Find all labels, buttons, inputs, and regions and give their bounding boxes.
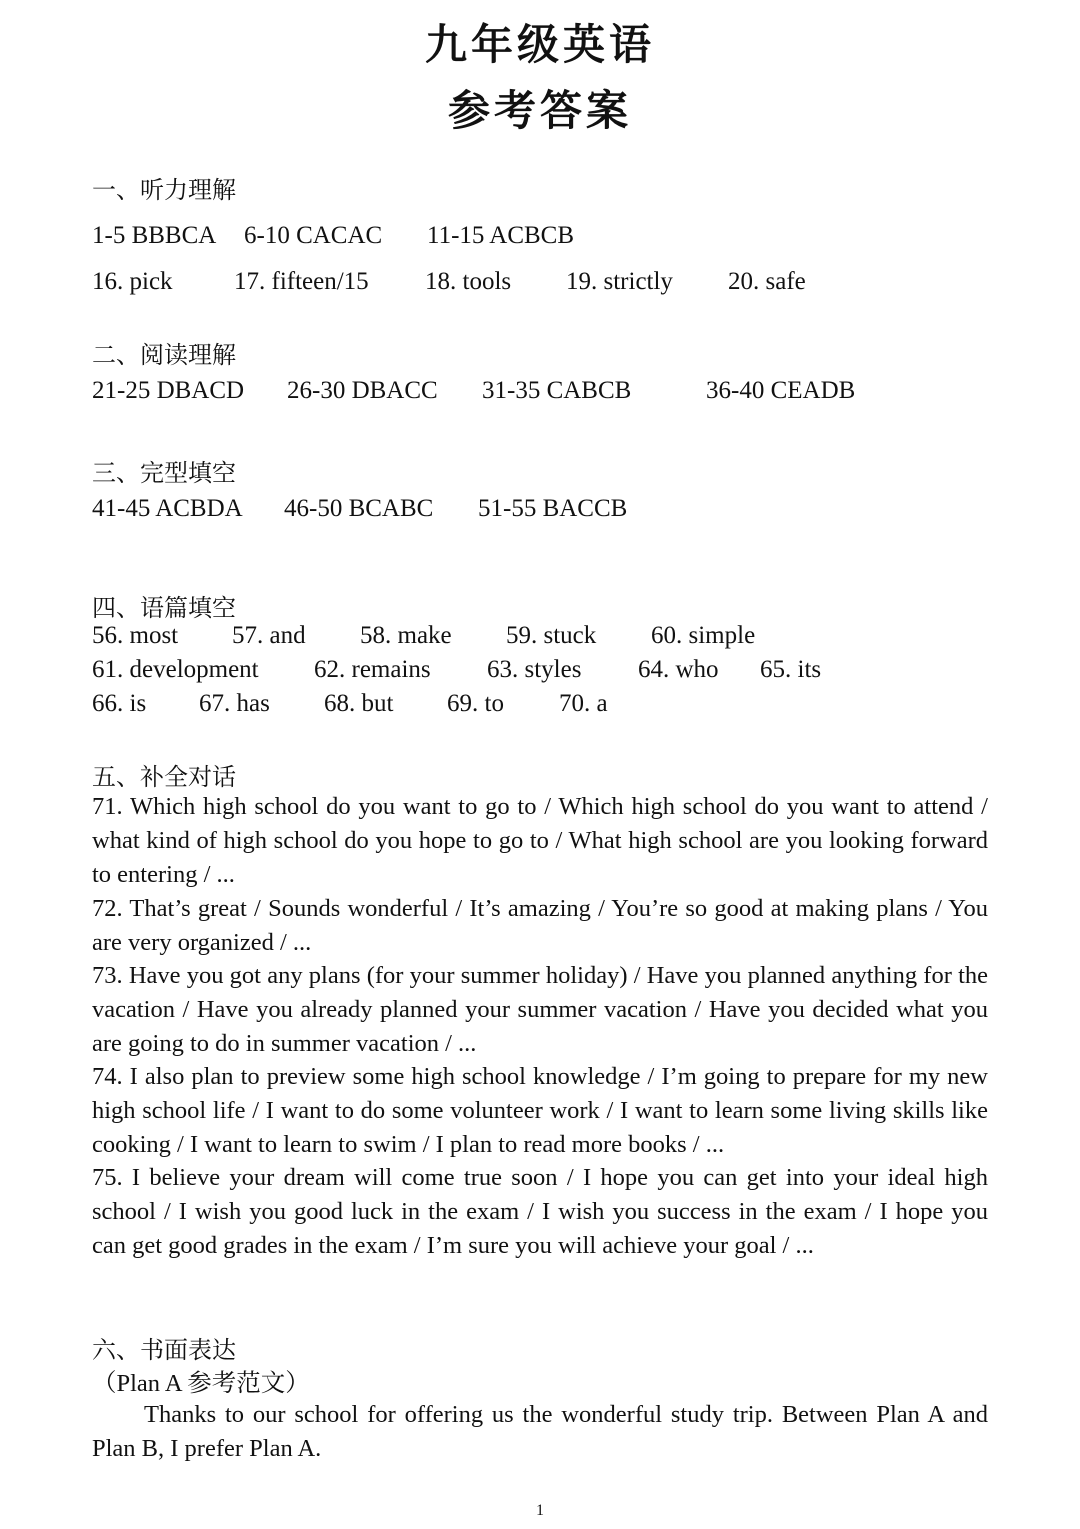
- answer-item: 66. is: [92, 690, 147, 717]
- answer-item: 62. remains: [314, 656, 431, 683]
- page-title: 九年级英语: [424, 20, 655, 69]
- answer-item: 19. strictly: [566, 268, 673, 295]
- section-heading-writing: 六、书面表达: [92, 1336, 236, 1364]
- answer-item: 61. development: [92, 656, 259, 683]
- section-heading-reading: 二、阅读理解: [92, 341, 236, 369]
- answer-item: 68. but: [324, 690, 394, 717]
- answer-73: 73. Have you got any plans (for your summer holiday) / Have you planned anything for the vacation / Have you already planned your summer vacation / Have you decided what you are going to do in summer vacation / ...: [92, 962, 988, 1057]
- answer-item: 56. most: [92, 622, 179, 649]
- answer-group: 31-35 CABCB: [482, 377, 632, 404]
- answer-item: 67. has: [199, 690, 270, 717]
- answer-item: 64. who: [638, 656, 719, 683]
- answer-item: 57. and: [232, 622, 306, 649]
- answer-item: 63. styles: [487, 656, 582, 683]
- answer-group: 6-10 CACAC: [244, 222, 383, 249]
- answer-item: 70. a: [559, 690, 608, 717]
- answer-item: 58. make: [360, 622, 452, 649]
- answer-group: 26-30 DBACC: [287, 377, 438, 404]
- answer-group: 46-50 BCABC: [284, 495, 434, 522]
- section-heading-dialogue: 五、补全对话: [92, 763, 236, 791]
- answer-item: 65. its: [760, 656, 822, 683]
- section-heading-passage-fill: 四、语篇填空: [92, 594, 236, 622]
- answer-item: 20. safe: [728, 268, 806, 295]
- answer-72: 72. That’s great / Sounds wonderful / It’s amazing / You’re so good at making plans / You are very organized / ...: [92, 895, 988, 956]
- answer-item: 16. pick: [92, 268, 173, 295]
- answer-group: 21-25 DBACD: [92, 377, 245, 404]
- page-number: 1: [536, 1502, 544, 1519]
- answer-group: 36-40 CEADB: [706, 377, 856, 404]
- answer-item: 69. to: [447, 690, 504, 717]
- answer-item: 59. stuck: [506, 622, 597, 649]
- answer-71: 71. Which high school do you want to go to / Which high school do you want to attend / what kind of high school do you hope to go to / What high school are you looking forward to entering / ...: [92, 793, 988, 888]
- answer-75: 75. I believe your dream will come true soon / I hope you can get into your ideal high school / I wish you good luck in the exam / I wish you success in the exam / I hope you can get good grades in the exam / I’m sure you will achieve your goal / ...: [92, 1164, 988, 1259]
- answer-item: 18. tools: [425, 268, 512, 295]
- answer-74: 74. I also plan to preview some high school knowledge / I’m going to prepare for my new high school life / I want to do some volunteer work / I want to learn some living skills like cooking / I want to learn to swim / I plan to read more books / ...: [92, 1063, 988, 1158]
- sample-essay-label: （Plan A 参考范文）: [92, 1370, 310, 1397]
- answer-group: 1-5 BBBCA: [92, 222, 217, 249]
- sample-essay-text: Thanks to our school for offering us the wonderful study trip. Between Plan A and Plan B, I prefer Plan A.: [92, 1401, 988, 1462]
- answer-item: 60. simple: [651, 622, 756, 649]
- section-heading-cloze: 三、完型填空: [92, 459, 236, 487]
- answer-group: 11-15 ACBCB: [427, 222, 575, 249]
- answer-item: 17. fifteen/15: [234, 268, 369, 295]
- answer-group: 41-45 ACBDA: [92, 495, 243, 522]
- section-heading-listening: 一、听力理解: [92, 176, 236, 204]
- answer-group: 51-55 BACCB: [478, 495, 628, 522]
- page-subtitle: 参考答案: [447, 86, 632, 135]
